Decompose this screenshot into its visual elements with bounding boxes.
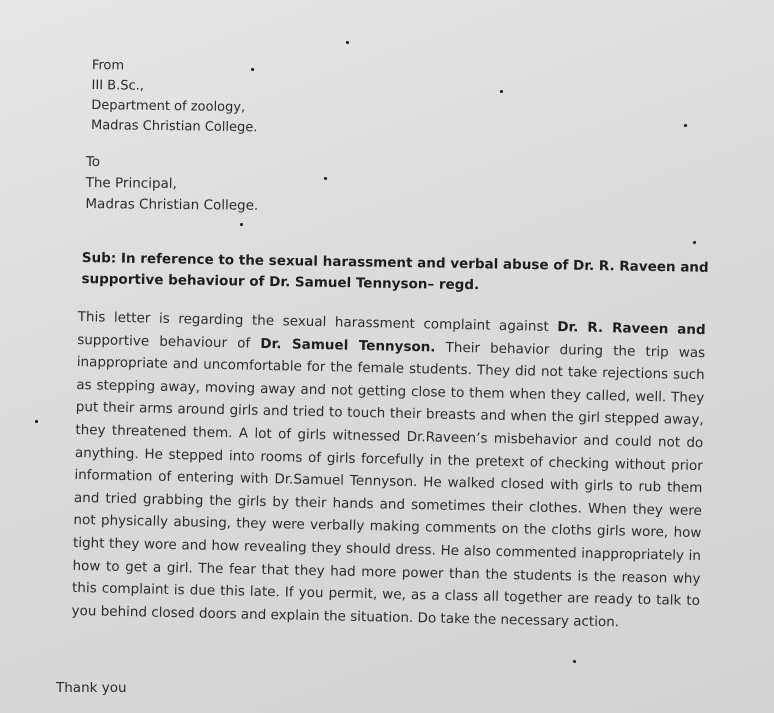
recipient-title: The Principal,	[85, 174, 177, 192]
recipient-college: Madras Christian College.	[85, 195, 259, 214]
paper-speck	[693, 241, 696, 244]
paper-speck	[500, 90, 503, 93]
recipient-heading: To	[85, 153, 101, 171]
recipient-block	[85, 152, 258, 217]
paper-speck	[240, 223, 243, 226]
accused-name-2: Dr. Samuel Tennyson.	[260, 335, 436, 356]
sender-heading: From	[91, 57, 125, 74]
accused-name-1: Dr. R. Raveen and	[557, 319, 706, 339]
sender-college: Madras Christian College.	[90, 117, 258, 136]
paper-speck	[324, 177, 327, 180]
paper-speck	[573, 660, 576, 663]
paper-speck	[35, 420, 38, 423]
body-intro: This letter is regarding the sexual harassment complaint against	[77, 308, 558, 336]
letter-body	[71, 306, 705, 635]
sender-block	[91, 56, 258, 138]
subject-line: Sub: In reference to the sexual harassment and verbal abuse of Dr. R. Raveen and supportive behaviour of Dr. Samuel Tennyson– regd.	[81, 249, 709, 294]
body-text: Their behavior during the trip was inappropriate and uncomfortable for the female students. They did not take rejections such as stepping away, moving away and not getting close to them when they called, well. They put their arms around girls and tried to touch their breasts and when the girl stepped away, they threatened them. A lot of girls witnessed Dr.Raveen’s misbehavior and could not do anything. He stepped into rooms of girls forcefully in the pretext of checking without prior information of entering with Dr.Samuel Tennyson. He walked closed with girls to rub them and tried grabbing the girls by their hands and sometimes their clothes. When they were not physically abusing, they were verbally making comments on the cloths girls wore, how tight they wore and how revealing they should dress. He also commented inappropriately in how to get a girl. The fear that they had more power than the students is the reason why this complaint is due this late. If you permit, we, as a class all together are ready to talk to you behind closed doors and explain the situation. Do take the necessary action.	[71, 339, 706, 631]
paper-speck	[684, 124, 687, 127]
body-mid: supportive behaviour of	[77, 331, 261, 352]
closing-line: Thank you	[56, 680, 127, 696]
paper-speck	[346, 41, 349, 44]
sender-class: III B.Sc.,	[91, 77, 145, 94]
sender-department: Department of zoology,	[91, 97, 246, 116]
